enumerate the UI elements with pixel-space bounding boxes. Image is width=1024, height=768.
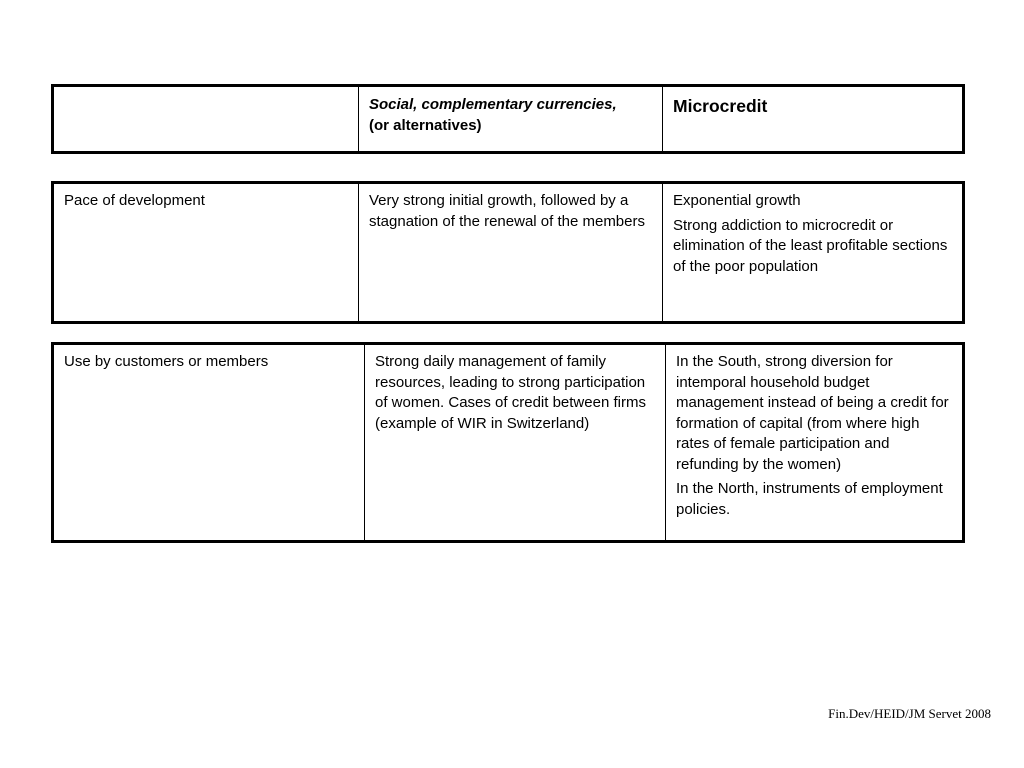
pace-microcredit-cell (663, 184, 962, 321)
header-empty-cell (54, 87, 359, 151)
pace-alternatives-cell: Very strong initial growth, followed by a stagnation of the renewal of the members (359, 184, 663, 321)
pace-table (51, 181, 965, 324)
header-microcredit-cell: Microcredit (673, 96, 768, 116)
footer-credit: Fin.Dev/HEID/JM Servet 2008 (828, 706, 991, 721)
use-label-cell: Use by customers or members (54, 345, 365, 540)
use-table (51, 342, 965, 543)
use-microcredit-paragraph: In the North, instruments of employment policies. (676, 480, 943, 518)
use-alternatives-cell: Strong daily management of family resources, leading to strong participation of women. Cases of credit between firms (example of WIR in Switzerland) (365, 345, 666, 540)
pace-label-cell: Pace of development (54, 184, 359, 321)
header-table (51, 84, 965, 154)
header-alternatives-plain: (or alternatives) (369, 116, 482, 134)
use-microcredit-cell (666, 345, 962, 540)
pace-microcredit-paragraph: Strong addiction to microcredit or elimination of the least profitable sections of the poor population (673, 216, 948, 275)
header-alternatives-cell (359, 87, 663, 151)
pace-microcredit-paragraph: Exponential growth (673, 192, 801, 209)
header-alternatives-italic: Social, complementary currencies, (369, 96, 617, 113)
use-microcredit-paragraph: In the South, strong diversion for intemporal household budget management instead of being a credit for formation of capital (from where high rates of female participation and refunding by the women) (676, 353, 949, 473)
